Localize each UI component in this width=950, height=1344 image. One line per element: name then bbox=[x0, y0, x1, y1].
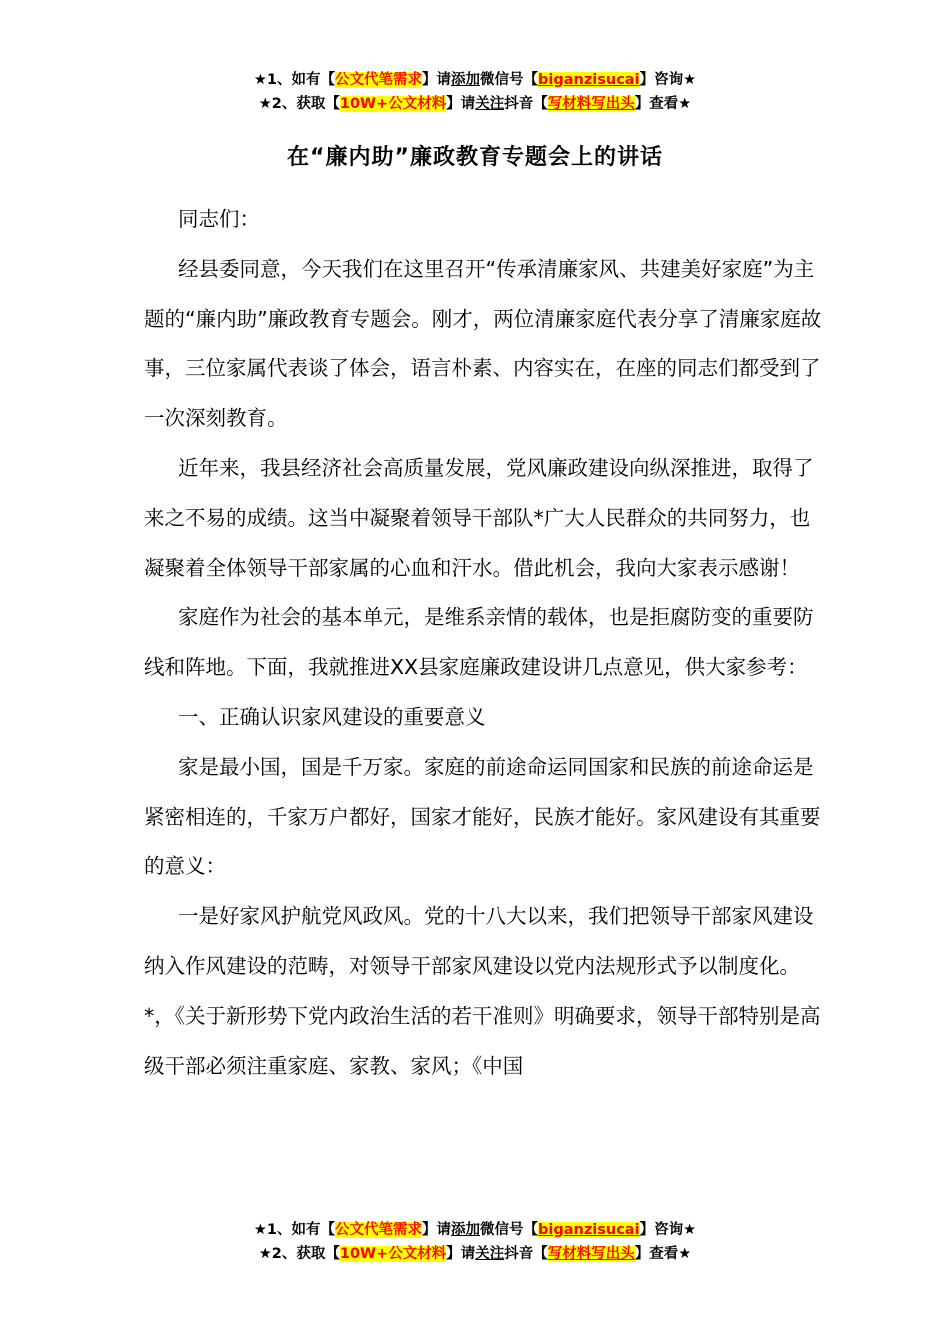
document-body bbox=[144, 195, 824, 1091]
paragraph: 家是最小国，国是千万家。家庭的前途命运同国家和民族的前途命运是紧密相连的，千家万户都好，国家才能好，民族才能好。家风建设有其重要的意义： bbox=[144, 754, 821, 879]
document-title: 在“廉内助”廉政教育专题会上的讲话 bbox=[287, 145, 663, 170]
banner-text: 】请 bbox=[446, 1246, 476, 1262]
banner-text: 微信号【 bbox=[480, 1222, 539, 1238]
banner-text: 抖音【 bbox=[504, 96, 548, 112]
douyin-account: 写材料写出头 bbox=[547, 1246, 635, 1262]
banner-text: 】查看★ bbox=[634, 96, 692, 112]
salutation: 同志们： bbox=[178, 207, 260, 231]
banner-text: 】请 bbox=[422, 1222, 452, 1238]
banner-text: 关注 bbox=[475, 1246, 505, 1262]
paragraph: 家庭作为社会的基本单元，是维系亲情的载体，也是拒腐防变的重要防线和阵地。下面，我就推进XX县家庭廉政建设讲几点意见，供大家参考： bbox=[144, 605, 814, 680]
banner-text: 抖音【 bbox=[504, 1246, 548, 1262]
banner-highlight: 10W+公文材料 bbox=[339, 1246, 447, 1262]
banner-text: ★2、获取【 bbox=[258, 96, 340, 112]
paragraph: 经县委同意，今天我们在这里召开“传承清廉家风、共建美好家庭”为主题的“廉内助”廉政教育专题会。刚才，两位清廉家庭代表分享了清廉家庭故事，三位家属代表谈了体会，语言朴素、内容实在，在座的同志们都受到了一次深刻教育。 bbox=[144, 256, 822, 431]
banner-text: ★1、如有【 bbox=[253, 72, 336, 88]
banner-text: 】请 bbox=[422, 72, 452, 88]
banner-highlight: 公文代笔需求 bbox=[335, 72, 423, 88]
banner-text: 】咨询★ bbox=[639, 1222, 697, 1238]
banner-text: 】请 bbox=[446, 96, 476, 112]
banner-highlight: 公文代笔需求 bbox=[335, 1222, 423, 1238]
paragraph: 一是好家风护航党风政风。党的十八大以来，我们把领导干部家风建设纳入作风建设的范畴，对领导干部家风建设以党内法规形式予以制度化。*，《关于新形势下党内政治生活的若干准则》明确要求，领导干部特别是高级干部必须注重家庭、家教、家风；《中国 bbox=[144, 904, 821, 1078]
banner-text: 】咨询★ bbox=[639, 72, 697, 88]
banner-line-2 bbox=[0, 1242, 950, 1266]
banner-line-1 bbox=[0, 68, 950, 92]
banner-text: 】查看★ bbox=[634, 1246, 692, 1262]
wechat-id: biganzisucai bbox=[538, 1222, 640, 1238]
banner-line-1 bbox=[0, 1218, 950, 1242]
banner-text: 添加 bbox=[451, 1222, 481, 1238]
paragraph: 近年来，我县经济社会高质量发展，党风廉政建设向纵深推进，取得了来之不易的成绩。这当中凝聚着领导干部队*广大人民群众的共同努力，也凝聚着全体领导干部家属的心血和汗水。借此机会，我向大家表示感谢！ bbox=[144, 455, 814, 580]
banner-text: 添加 bbox=[451, 72, 481, 88]
banner-highlight: 10W+公文材料 bbox=[339, 96, 447, 112]
banner-text: ★1、如有【 bbox=[253, 1222, 336, 1238]
wechat-id: biganzisucai bbox=[538, 72, 640, 88]
douyin-account: 写材料写出头 bbox=[547, 96, 635, 112]
banner-text: ★2、获取【 bbox=[258, 1246, 340, 1262]
banner-text: 关注 bbox=[475, 96, 505, 112]
header-banner bbox=[0, 68, 950, 116]
banner-text: 微信号【 bbox=[480, 72, 539, 88]
section-heading: 一、正确认识家风建设的重要意义 bbox=[178, 704, 486, 729]
banner-line-2 bbox=[0, 92, 950, 116]
footer-banner bbox=[0, 1218, 950, 1266]
